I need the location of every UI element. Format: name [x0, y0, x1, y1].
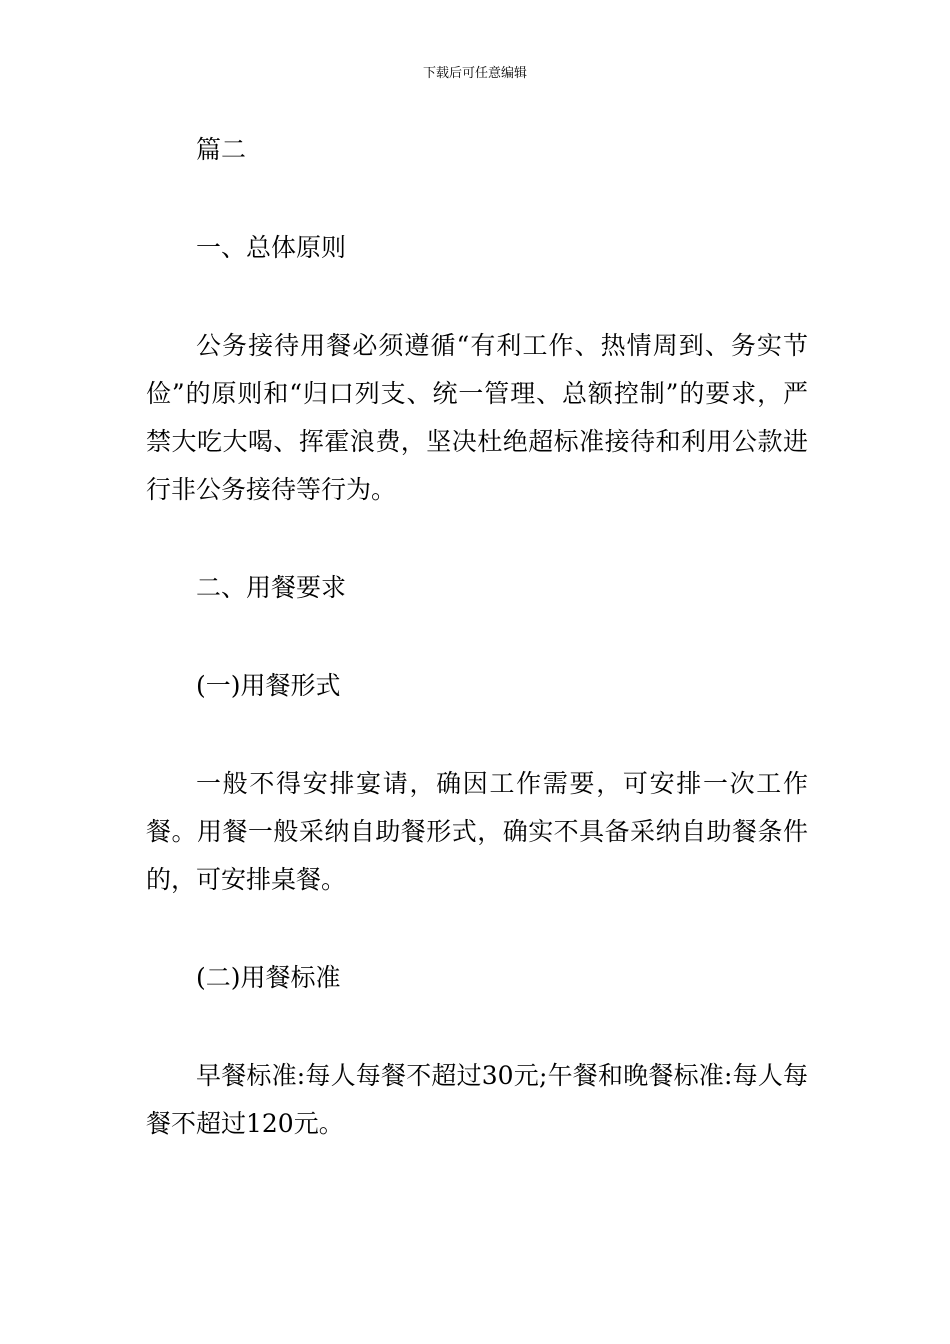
heading-general-principles: 一、总体原则 [196, 233, 347, 262]
page-header: 下载后可任意编辑 [422, 66, 527, 81]
paragraph-dining-format: 一般不得安排宴请，确因工作需要，可安排一次工作餐。用餐一般采纳自助餐形式，确实不具备采纳自助餐条件的，可安排桌餐。 [146, 769, 808, 894]
document-body [146, 126, 808, 1148]
section-label: 篇二 [196, 135, 247, 164]
subheading-dining-format: (一)用餐形式 [196, 671, 341, 700]
paragraph-dining-standard: 早餐标准:每人每餐不超过30元;午餐和晚餐标准:每人每餐不超过120元。 [146, 1061, 808, 1138]
paragraph-principles: 公务接待用餐必须遵循“有利工作、热情周到、务实节俭”的原则和“归口列支、统一管理、总额控制”的要求，严禁大吃大喝、挥霍浪费，坚决杜绝超标准接待和利用公款进行非公务接待等行为。 [146, 331, 808, 504]
subheading-dining-standard: (二)用餐标准 [196, 963, 341, 992]
heading-dining-requirements: 二、用餐要求 [196, 573, 347, 602]
